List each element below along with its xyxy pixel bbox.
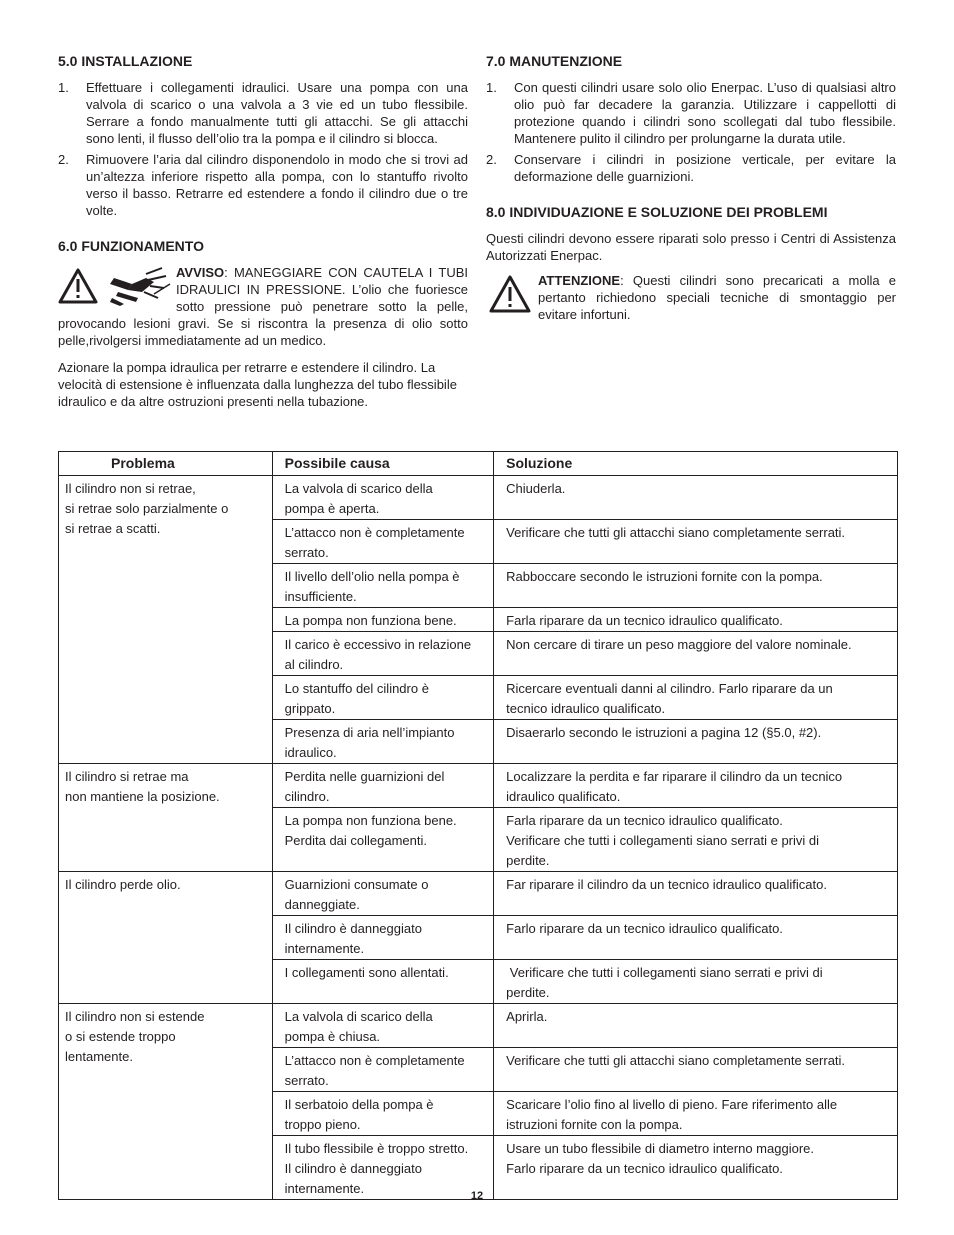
cause-line: L’attacco non è completamente [284, 525, 465, 540]
solution-cell [494, 1092, 898, 1136]
problem-line: Il cilindro perde olio. [65, 877, 181, 892]
cause-cell [272, 720, 494, 764]
solution-line: Farla riparare da un tecnico idraulico qualificato. [506, 813, 783, 828]
solution-cell [494, 764, 898, 808]
cause-line: insufficiente. [284, 589, 357, 604]
cause-cell [272, 808, 494, 872]
cause-line: Il cilindro è danneggiato [284, 921, 422, 936]
cause-line: serrato. [284, 1073, 329, 1088]
solution-cell [494, 960, 898, 1004]
cause-cell [272, 632, 494, 676]
solution-cell [494, 1004, 898, 1048]
cause-cell [272, 476, 494, 520]
warning-icons [58, 264, 174, 308]
solution-line: Farla riparare da un tecnico idraulico qualificato. [506, 613, 783, 628]
problem-line: non mantiene la posizione. [65, 789, 220, 804]
solution-line: Verificare che tutti gli attacchi siano completamente serrati. [506, 1053, 846, 1068]
left-column [58, 52, 468, 418]
troubleshooting-table [58, 451, 898, 1200]
attention-label: ATTENZIONE [538, 273, 621, 288]
solution-cell [494, 720, 898, 764]
list-item-text: Rimuovere l’aria dal cilindro disponendolo in modo che si trovi ad un’altezza inferiore rispetto alla pompa, con lo stantuffo rivolto verso il basso. Retrarre ed estendere a fondo il cilindro due o tre volte. [86, 152, 468, 218]
problem-line: Il cilindro non si retrae, [65, 481, 196, 496]
solution-cell [494, 564, 898, 608]
attention-notice [486, 272, 896, 323]
table-row [59, 764, 898, 808]
troubleshooting-heading: 8.0 INDIVIDUAZIONE E SOLUZIONE DEI PROBLEMI [486, 204, 828, 220]
table-body [59, 476, 898, 1200]
table-header-row [59, 452, 898, 476]
solution-line: Farlo riparare da un tecnico idraulico qualificato. [506, 1161, 783, 1176]
cause-line: Il carico è eccessivo in relazione [284, 637, 472, 652]
attention-text: : Questi cilindri sono precaricati a molla e pertanto richiedono speciali tecniche di smontaggio per evitare infortuni. [538, 273, 896, 322]
solution-line: Farlo riparare da un tecnico idraulico qualificato. [506, 921, 783, 936]
solution-cell [494, 608, 898, 632]
solution-cell [494, 808, 898, 872]
solution-line: Rabboccare secondo le istruzioni fornite con la pompa. [506, 569, 823, 584]
maintenance-list [486, 79, 896, 185]
solution-line: Usare un tubo flessibile di diametro interno maggiore. [506, 1141, 814, 1156]
cause-line: pompa è aperta. [284, 501, 380, 516]
solution-line: Chiuderla. [506, 481, 566, 496]
cause-line: Guarnizioni consumate o [284, 877, 429, 892]
problem-line: Il cilindro non si estende [65, 1009, 205, 1024]
solution-line: Disaerarlo secondo le istruzioni a pagina 12 (§5.0, #2). [506, 725, 822, 740]
cause-cell [272, 872, 494, 916]
cause-cell [272, 1092, 494, 1136]
cause-line: internamente. [284, 1181, 365, 1196]
cause-line: Il livello dell’olio nella pompa è [284, 569, 460, 584]
list-item-text: Effettuare i collegamenti idraulici. Usare una pompa con una valvola di scarico o una valvola a 3 vie ed un tubo flessibile. Serrare a fondo manualmente tutti gli attacchi. Se gli attacchi sono lenti, il flusso dell’olio tra la pompa e il cilindro si blocca. [86, 80, 468, 146]
solution-cell [494, 476, 898, 520]
solution-line: Ricercare eventuali danni al cilindro. Farlo riparare da un [506, 681, 833, 696]
cause-line: I collegamenti sono allentati. [284, 965, 449, 980]
cause-line: L’attacco non è completamente [284, 1053, 465, 1068]
cause-cell [272, 608, 494, 632]
cause-cell [272, 960, 494, 1004]
cause-line: al cilindro. [284, 657, 344, 672]
cause-line: internamente. [284, 941, 365, 956]
installation-list [58, 79, 468, 219]
solution-line: Non cercare di tirare un peso maggiore del valore nominale. [506, 637, 852, 652]
solution-cell [494, 632, 898, 676]
solution-line: istruzioni fornite con la pompa. [506, 1117, 683, 1132]
cause-line: Il serbatoio della pompa è [284, 1097, 434, 1112]
cause-line: idraulico. [284, 745, 337, 760]
list-item: 2. Rimuovere l’aria dal cilindro disponendolo in modo che si trovi ad un’altezza inferiore rispetto alla pompa, con lo stantuffo rivolto verso il basso. Retrarre ed estendere a fondo il cilindro due o tre volte. [58, 152, 468, 218]
list-item: 1. Con questi cilindri usare solo olio Enerpac. L’uso di qualsiasi altro olio può far decadere la garanzia. Utilizzare i cappellotti di protezione quando i cilindri sono scollegati dal tubo flessibile. Mantenere pulito il cilindro per prolungarne la durata utile. [486, 80, 896, 146]
solution-line: tecnico idraulico qualificato. [506, 701, 666, 716]
cause-line: La valvola di scarico della [284, 481, 433, 496]
operation-heading: 6.0 FUNZIONAMENTO [58, 238, 204, 254]
solution-cell [494, 916, 898, 960]
solution-line: Far riparare il cilindro da un tecnico idraulico qualificato. [506, 877, 827, 892]
warning-label: AVVISO [176, 265, 225, 280]
hose-spray-injury-icon [110, 268, 170, 306]
right-column [486, 52, 896, 323]
solution-line: Verificare che tutti i collegamenti siano serrati e privi di [506, 833, 820, 848]
problem-cell [59, 476, 273, 764]
cause-line: grippato. [284, 701, 336, 716]
cause-line: pompa è chiusa. [284, 1029, 381, 1044]
list-item: 2. Conservare i cilindri in posizione verticale, per evitare la deformazione delle guarnizioni. [486, 152, 896, 184]
cause-line: danneggiate. [284, 897, 360, 912]
cause-line: Il cilindro è danneggiato [284, 1161, 422, 1176]
solution-line: Verificare che tutti gli attacchi siano completamente serrati. [506, 525, 846, 540]
warning-triangle-icon [488, 274, 532, 314]
cause-cell [272, 676, 494, 720]
list-item: 1. Effettuare i collegamenti idraulici. Usare una pompa con una valvola di scarico o una valvola a 3 vie ed un tubo flessibile. Serrare a fondo manualmente tutti gli attacchi. Se gli attacchi sono lenti, il flusso dell’olio tra la pompa e il cilindro si blocca. [58, 80, 468, 146]
cause-line: La pompa non funziona bene. [284, 613, 457, 628]
list-item-text: Con questi cilindri usare solo olio Enerpac. L’uso di qualsiasi altro olio può far decadere la garanzia. Utilizzare i cappellotti di protezione quando i cilindri sono scollegati dal tubo flessibile. Mantenere pulito il cilindro per prolungarne la durata utile. [514, 80, 896, 146]
cause-line: La pompa non funziona bene. [284, 813, 457, 828]
installation-heading: 5.0 INSTALLAZIONE [58, 53, 193, 69]
problem-line: si retrae a scatti. [65, 521, 161, 536]
operation-paragraph: Azionare la pompa idraulica per retrarre e estendere il cilindro. La velocità di estensione è influenzata dalla lunghezza del tubo flessibile idraulico e da altre ostruzioni presenti nella tubazione. [58, 360, 457, 409]
table-row [59, 1004, 898, 1048]
cause-line: cilindro. [284, 789, 330, 804]
cause-line: troppo pieno. [284, 1117, 361, 1132]
cause-cell [272, 1004, 494, 1048]
solution-line: Verificare che tutti i collegamenti siano serrati e privi di [506, 965, 823, 980]
warning-triangle-icon [58, 264, 174, 308]
table-row [59, 872, 898, 916]
maintenance-heading: 7.0 MANUTENZIONE [486, 53, 623, 69]
solution-cell [494, 676, 898, 720]
problem-cell [59, 872, 273, 1004]
troubleshooting-paragraph: Questi cilindri devono essere riparati solo presso i Centri di Assistenza Autorizzati Enerpac. [486, 231, 896, 263]
cause-cell [272, 520, 494, 564]
solution-cell [494, 520, 898, 564]
cause-line: serrato. [284, 545, 329, 560]
cause-line: Il tubo flessibile è troppo stretto. [284, 1141, 469, 1156]
problem-line: o si estende troppo [65, 1029, 176, 1044]
cause-line: Perdita dai collegamenti. [284, 833, 427, 848]
solution-line: idraulico qualificato. [506, 789, 621, 804]
problem-line: Il cilindro si retrae ma [65, 769, 189, 784]
problem-cell [59, 764, 273, 872]
problem-line: lentamente. [65, 1049, 133, 1064]
list-item-text: Conservare i cilindri in posizione verticale, per evitare la deformazione delle guarnizioni. [514, 152, 896, 184]
table-row [59, 476, 898, 520]
cause-cell [272, 1048, 494, 1092]
page-number: 12 [470, 1190, 484, 1202]
solution-cell [494, 1048, 898, 1092]
problem-cell [59, 1004, 273, 1200]
solution-line: Scaricare l’olio fino al livello di pieno. Fare riferimento alle [506, 1097, 838, 1112]
problem-line: si retrae solo parzialmente o [65, 501, 229, 516]
cause-cell [272, 916, 494, 960]
cause-line: Presenza di aria nell’impianto [284, 725, 455, 740]
cause-line: Perdita nelle guarnizioni del [284, 769, 445, 784]
cause-line: Lo stantuffo del cilindro è [284, 681, 429, 696]
cause-line: La valvola di scarico della [284, 1009, 433, 1024]
solution-line: Aprirla. [506, 1009, 548, 1024]
solution-line: perdite. [506, 985, 550, 1000]
solution-line: perdite. [506, 853, 550, 868]
header-cause: Possibile causa [272, 452, 494, 476]
header-problem: Problema [59, 452, 273, 476]
warning-notice [58, 264, 468, 349]
warning-text: : MANEGGIARE CON CAUTELA I TUBI IDRAULICI IN PRESSIONE. L’olio che fuoriesce sotto pressione può penetrare sotto la pelle, provocando lesioni gravi. Se si riscontra la presenza di olio sotto pelle,rivolgersi immediatamente ad un medico. [58, 265, 468, 348]
cause-cell [272, 564, 494, 608]
solution-line: Localizzare la perdita e far riparare il cilindro da un tecnico [506, 769, 843, 784]
solution-cell [494, 872, 898, 916]
header-solution: Soluzione [494, 452, 898, 476]
cause-cell [272, 764, 494, 808]
